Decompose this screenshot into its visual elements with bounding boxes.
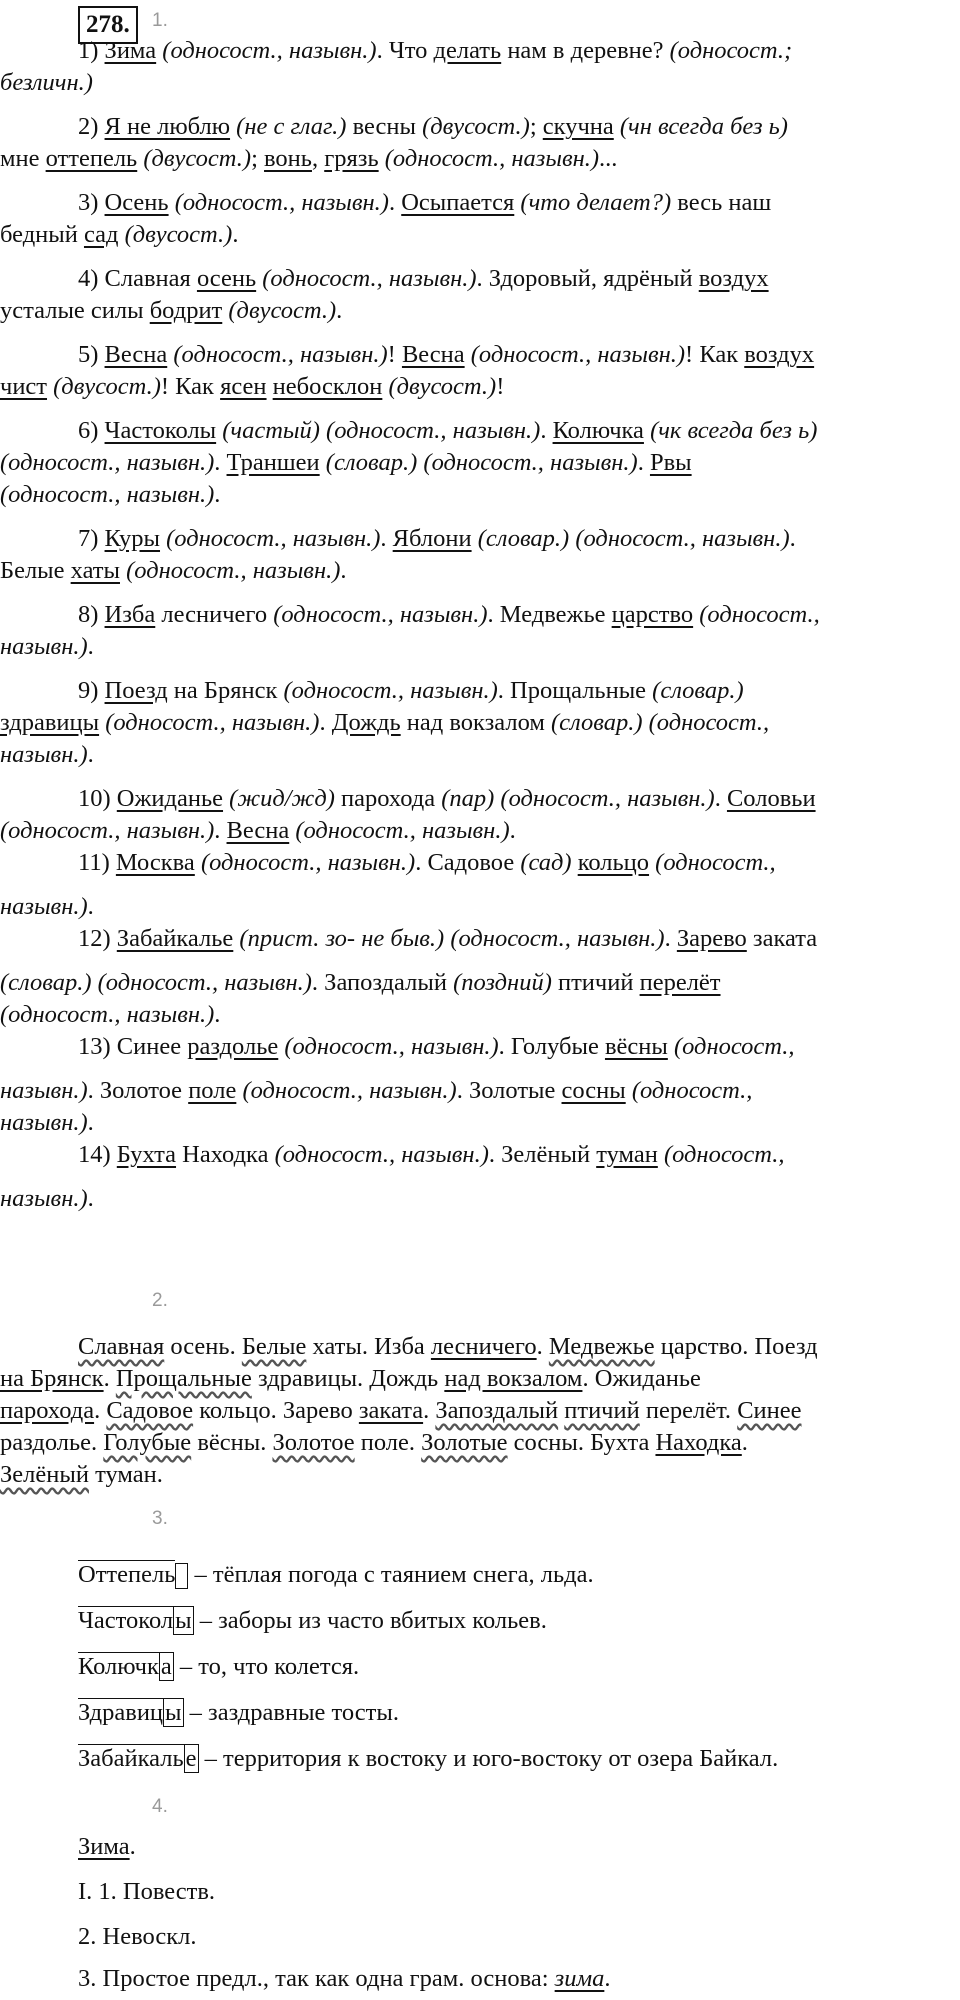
grammar-note: (односост., назывн.): [126, 557, 341, 584]
text-fragment: Белые: [0, 557, 71, 584]
text-fragment: . Садовое: [415, 849, 521, 876]
underlined-word: Частоколы: [104, 417, 217, 444]
sentence-line: [0, 598, 960, 632]
grammar-note: (односост., назывн.): [162, 37, 377, 64]
grammar-note: (словар.) (односост., назывн.): [477, 525, 790, 552]
underlined-word: хаты: [70, 557, 120, 584]
sentence-line: [0, 782, 960, 816]
word-ending: е: [185, 1745, 197, 1772]
grammar-note: (частый) (односост., назывн.): [222, 417, 541, 444]
underlined-word: Москва: [115, 849, 195, 876]
text-fragment: .: [319, 709, 332, 736]
sentence-line: [0, 370, 960, 404]
text-fragment: осень.: [164, 1333, 242, 1360]
text-fragment: .: [789, 525, 796, 552]
underlined-word: сосны: [561, 1077, 626, 1104]
text-fragment: . Ожиданье: [582, 1365, 701, 1392]
text-fragment: .: [637, 449, 650, 476]
sentence-line: [0, 738, 960, 772]
phrase-line: [0, 1458, 960, 1492]
text-fragment: 9): [78, 677, 105, 704]
grammar-note: назывн.): [0, 893, 88, 920]
section-4-label: 4.: [152, 1796, 168, 1817]
underlined-word: Яблони: [392, 525, 472, 552]
definition-text: – заздравные тосты.: [183, 1699, 399, 1726]
definition-row: [78, 1696, 399, 1730]
underlined-word: ясен: [220, 373, 267, 400]
grammar-note: назывн.): [0, 1109, 88, 1136]
word-stem: Здравиц: [78, 1699, 164, 1726]
wavy-underlined-word: Садовое: [106, 1397, 194, 1424]
grammar-note: (двусост.): [124, 221, 233, 248]
text-fragment: на Брянск: [167, 677, 284, 704]
underlined-word: здравицы: [0, 709, 100, 736]
grammar-note: (односост., назывн.): [242, 1077, 457, 1104]
definition-text: – тёплая погода с таянием снега, льда.: [188, 1561, 594, 1588]
underlined-word: раздолье: [187, 1033, 279, 1060]
text-fragment: . Зелёный: [488, 1141, 597, 1168]
text-fragment: весь наш: [671, 189, 772, 216]
text-fragment: .: [340, 557, 347, 584]
text-fragment: 4) Славная: [78, 265, 197, 292]
definition-row: [78, 1604, 547, 1638]
underlined-word: Колючка: [552, 417, 644, 444]
word-stem: Колючк: [78, 1653, 159, 1680]
sentence-line: [0, 446, 960, 480]
grammar-note: (двусост.): [388, 373, 497, 400]
grammar-note: (сад): [520, 849, 572, 876]
text-fragment: .: [87, 741, 94, 768]
definition-row: [78, 1742, 778, 1776]
text-fragment: 1): [78, 37, 105, 64]
underlined-word: небосклон: [272, 373, 383, 400]
sentence-line: [0, 814, 960, 848]
text-fragment: .: [536, 1333, 549, 1360]
grammar-note: (односост., назывн.): [274, 1141, 489, 1168]
text-fragment: 2): [78, 113, 105, 140]
grammar-note: назывн.): [0, 633, 88, 660]
word-stem: Забайкаль: [78, 1745, 184, 1772]
grammar-note: (что делает?): [520, 189, 672, 216]
sentence-line: [0, 966, 960, 1000]
underlined-word: Находка: [655, 1429, 742, 1456]
text-fragment: 11): [78, 849, 116, 876]
grammar-note: (односост., назывн.): [284, 1033, 499, 1060]
analysis-word-suffix: .: [129, 1833, 136, 1860]
grammar-note: (односост.,: [655, 849, 776, 876]
grammar-note: (словар.) (односост., назывн.): [325, 449, 638, 476]
underlined-word: Ожиданье: [116, 785, 224, 812]
underlined-word: Куры: [104, 525, 161, 552]
text-fragment: . Медвежье: [487, 601, 612, 628]
underlined-word: на Брянск: [0, 1365, 104, 1392]
grammar-note: (двусост.): [228, 297, 337, 324]
sentence-line: [0, 262, 960, 296]
definition-text: – территория к востоку и юго-востоку от озера Байкал.: [198, 1745, 779, 1772]
sentence-line: [0, 998, 960, 1032]
underlined-word: лесничего: [430, 1333, 537, 1360]
grammar-note: (односост., назывн.): [0, 481, 215, 508]
section-2-label: 2.: [152, 1290, 168, 1311]
underlined-word: бодрит: [149, 297, 223, 324]
text-fragment: вёсны.: [191, 1429, 273, 1456]
grammar-note: (односост., назывн.): [174, 189, 389, 216]
text-fragment: мне: [0, 145, 46, 172]
grammar-note: (словар.) (односост.,: [551, 709, 770, 736]
text-fragment: перелёт.: [639, 1397, 738, 1424]
text-fragment: Находка: [176, 1141, 275, 1168]
text-fragment: весны: [346, 113, 423, 140]
underlined-word: Зима: [104, 37, 157, 64]
grammar-note: (односост., назывн.): [200, 849, 416, 876]
text-fragment: .: [540, 417, 553, 444]
grammar-note: назывн.): [0, 1185, 88, 1212]
text-fragment: 6): [78, 417, 105, 444]
text-fragment: 5): [78, 341, 105, 368]
analysis-line-3: [0, 1962, 960, 1996]
text-fragment: 13) Синее: [78, 1033, 188, 1060]
analysis-word: Зима: [78, 1833, 130, 1860]
sentence-line: [0, 846, 960, 880]
sentence-line: [0, 34, 960, 68]
wavy-underlined-word: Белые: [241, 1333, 307, 1360]
definition-text: – то, что колется.: [173, 1653, 360, 1680]
wavy-underlined-word: Славная: [78, 1333, 165, 1360]
text-fragment: поле.: [354, 1429, 422, 1456]
text-fragment: нам в деревне?: [501, 37, 670, 64]
text-fragment: !: [387, 341, 402, 368]
text-fragment: 3): [78, 189, 105, 216]
sentence-line: [0, 414, 960, 448]
underlined-word: сад: [83, 221, 119, 248]
sentence-line: [0, 706, 960, 740]
sentence-line: [0, 478, 960, 512]
underlined-word: скучна: [542, 113, 614, 140]
grammar-note: безличн.): [0, 69, 93, 96]
underlined-word: перелёт: [639, 969, 721, 996]
sentence-line: [0, 142, 960, 176]
text-fragment: . Голубые: [498, 1033, 605, 1060]
grammar-note: (односост., назывн.): [0, 817, 215, 844]
text-fragment: .: [388, 189, 402, 216]
sentence-line: [0, 674, 960, 708]
text-fragment: .: [87, 1185, 94, 1212]
text-fragment: .: [94, 1397, 107, 1424]
sentence-line: [0, 110, 960, 144]
grammar-note: (односост., назывн.): [0, 1001, 215, 1028]
text-fragment: раздолье.: [0, 1429, 104, 1456]
wavy-underlined-word: Прощальные: [115, 1365, 252, 1392]
sentence-line: [0, 630, 960, 664]
analysis-line-2: 2. Невоскл.: [78, 1923, 197, 1950]
underlined-word: царство: [611, 601, 694, 628]
analysis-line-3-word: зима: [554, 1965, 605, 1992]
underlined-word: Весна: [226, 817, 290, 844]
sentence-line: [0, 1030, 960, 1064]
text-fragment: .: [87, 893, 94, 920]
grammar-note: (двусост.): [53, 373, 161, 400]
wavy-underlined-word: Медвежье: [548, 1333, 655, 1360]
grammar-note: (односост., назывн.): [470, 341, 686, 368]
text-fragment: . Здоровый, ядрёный: [476, 265, 699, 292]
grammar-note: (односост.,: [699, 601, 820, 628]
definition-row: [78, 1558, 594, 1592]
wavy-underlined-word: птичий: [564, 1397, 640, 1424]
grammar-note: (словар.) (односост., назывн.): [0, 969, 312, 996]
wavy-underlined-word: Золотое: [272, 1429, 355, 1456]
wavy-underlined-word: Зелёный: [0, 1461, 89, 1488]
text-fragment: .: [232, 221, 239, 248]
sentence-line: [0, 338, 960, 372]
text-fragment: ;: [251, 145, 265, 172]
sentence-line: [0, 1182, 960, 1216]
underlined-word: Соловьи: [726, 785, 816, 812]
sentence-line: [0, 890, 960, 924]
text-fragment: . Что: [376, 37, 434, 64]
text-fragment: сосны. Бухта: [507, 1429, 656, 1456]
grammar-note: (односост.;: [669, 37, 793, 64]
text-fragment: хаты. Изба: [306, 1333, 431, 1360]
text-fragment: лесничего: [155, 601, 274, 628]
underlined-word: кольцо: [577, 849, 650, 876]
grammar-note: (односост., назывн.): [173, 341, 388, 368]
text-fragment: 7): [78, 525, 105, 552]
underlined-word: грязь: [324, 145, 379, 172]
text-fragment: .: [423, 1397, 436, 1424]
analysis-line-1: I. 1. Повеств.: [78, 1878, 216, 1905]
text-fragment: усталые силы: [0, 297, 150, 324]
text-fragment: туман.: [88, 1461, 163, 1488]
analysis-word-line: [0, 1830, 960, 1864]
analysis-line-3-text: 3. Простое предл., так как одна грам. основа:: [78, 1965, 555, 1992]
sentence-line: [0, 1074, 960, 1108]
text-fragment: ;: [529, 113, 543, 140]
text-fragment: ...: [599, 145, 618, 172]
phrase-line: [0, 1362, 960, 1396]
underlined-word: воздух: [698, 265, 769, 292]
text-fragment: .: [380, 525, 393, 552]
sentence-line: [0, 1106, 960, 1140]
underlined-word: делать: [433, 37, 502, 64]
grammar-note: (чн всегда без ь): [619, 113, 788, 140]
sentence-line: [0, 1138, 960, 1172]
grammar-note: (прист. зо- не быв.) (односост., назывн.): [239, 925, 665, 952]
text-fragment: 14): [78, 1141, 117, 1168]
grammar-note: (односост.,: [673, 1033, 795, 1060]
task-number: 278.: [78, 6, 138, 44]
section-3-label: 3.: [152, 1508, 168, 1529]
word-stem: Частокол: [78, 1607, 174, 1634]
sentence-line: [0, 294, 960, 328]
text-fragment: .: [714, 785, 727, 812]
underlined-word: Траншеи: [226, 449, 320, 476]
sentence-line: [0, 186, 960, 220]
section-1-label: 1.: [152, 10, 168, 31]
grammar-note: (двусост.): [143, 145, 252, 172]
underlined-word: Осыпается: [401, 189, 515, 216]
definition-row: [78, 1650, 359, 1684]
grammar-note: (односост., назывн.): [384, 145, 600, 172]
definition-text: – заборы из часто вбитых кольев.: [193, 1607, 547, 1634]
underlined-word: вёсны: [604, 1033, 668, 1060]
text-fragment: ,: [311, 145, 325, 172]
grammar-note: (чк всегда без ь): [650, 417, 818, 444]
text-fragment: .: [87, 633, 94, 660]
grammar-note: (словар.): [652, 677, 744, 704]
grammar-note: (односост.,: [663, 1141, 785, 1168]
text-fragment: ! Как: [685, 341, 745, 368]
text-fragment: !: [496, 373, 505, 400]
sentence-line: [0, 522, 960, 556]
grammar-note: (односост., назывн.): [0, 449, 215, 476]
underlined-word: чист: [0, 373, 48, 400]
text-fragment: 12): [78, 925, 117, 952]
underlined-word: Дождь: [331, 709, 401, 736]
text-fragment: 8): [78, 601, 105, 628]
text-fragment: .: [664, 925, 677, 952]
text-fragment: заката: [746, 925, 818, 952]
underlined-word: Бухта: [116, 1141, 177, 1168]
underlined-word: воздух: [744, 341, 815, 368]
phrase-line: [0, 1330, 960, 1364]
underlined-word: заката: [358, 1397, 424, 1424]
analysis-line-3-suffix: .: [604, 1965, 611, 1992]
text-fragment: ! Как: [160, 373, 221, 400]
underlined-word: Поезд: [104, 677, 168, 704]
underlined-word: парохода: [0, 1397, 95, 1424]
underlined-word: Весна: [104, 341, 168, 368]
phrase-line: [0, 1426, 960, 1460]
text-fragment: .: [214, 1001, 221, 1028]
underlined-word: туман: [596, 1141, 658, 1168]
underlined-word: вонь: [264, 145, 312, 172]
grammar-note: (односост., назывн.): [273, 601, 488, 628]
word-ending: а: [160, 1653, 172, 1680]
grammar-note: (односост., назывн.): [283, 677, 498, 704]
underlined-word: осень: [196, 265, 257, 292]
text-fragment: царство. Поезд: [654, 1333, 818, 1360]
underlined-word: Я не люблю: [104, 113, 231, 140]
grammar-note: назывн.): [0, 1077, 88, 1104]
text-fragment: . Золотые: [456, 1077, 562, 1104]
wavy-underlined-word: Золотые: [421, 1429, 508, 1456]
underlined-word: Изба: [104, 601, 156, 628]
text-fragment: .: [87, 1109, 94, 1136]
text-fragment: .: [509, 817, 516, 844]
text-fragment: кольцо. Зарево: [193, 1397, 359, 1424]
grammar-note: (пар) (односост., назывн.): [441, 785, 715, 812]
underlined-word: Забайкалье: [116, 925, 234, 952]
text-fragment: . Прощальные: [497, 677, 653, 704]
grammar-note: (односост.,: [631, 1077, 753, 1104]
underlined-word: над вокзалом: [444, 1365, 583, 1392]
grammar-note: (жид/жд): [229, 785, 335, 812]
text-fragment: бедный: [0, 221, 84, 248]
grammar-note: (односост., назывн.): [262, 265, 477, 292]
text-fragment: . Запоздалый: [311, 969, 454, 996]
underlined-word: Зарево: [676, 925, 747, 952]
word-ending: [175, 1563, 188, 1589]
text-fragment: .: [214, 817, 227, 844]
grammar-note: (односост., назывн.): [295, 817, 510, 844]
text-fragment: 10): [78, 785, 117, 812]
text-fragment: .: [214, 481, 221, 508]
text-fragment: птичий: [551, 969, 640, 996]
word-ending: ы: [165, 1699, 182, 1726]
underlined-word: оттепель: [45, 145, 138, 172]
wavy-underlined-word: Запоздалый: [435, 1397, 559, 1424]
wavy-underlined-word: Голубые: [103, 1429, 192, 1456]
text-fragment: .: [103, 1365, 116, 1392]
sentence-line: [0, 922, 960, 956]
sentence-line: [0, 554, 960, 588]
underlined-word: Осень: [104, 189, 169, 216]
text-fragment: .: [741, 1429, 748, 1456]
text-fragment: парохода: [334, 785, 442, 812]
grammar-note: (односост., назывн.): [166, 525, 381, 552]
phrase-line: [0, 1394, 960, 1428]
text-fragment: над вокзалом: [400, 709, 551, 736]
text-fragment: здравицы. Дождь: [251, 1365, 445, 1392]
word-ending: ы: [175, 1607, 192, 1634]
wavy-underlined-word: Синее: [737, 1397, 802, 1424]
sentence-line: [0, 66, 960, 100]
underlined-word: Рвы: [649, 449, 692, 476]
grammar-note: назывн.): [0, 741, 88, 768]
text-fragment: . Золотое: [87, 1077, 189, 1104]
underlined-word: Весна: [401, 341, 465, 368]
grammar-note: (не с глаг.): [236, 113, 347, 140]
sentence-line: [0, 218, 960, 252]
grammar-note: (односост., назывн.): [105, 709, 320, 736]
grammar-note: (двусост.): [422, 113, 530, 140]
grammar-note: (поздний): [453, 969, 552, 996]
word-stem: Оттепель: [78, 1561, 176, 1588]
text-fragment: .: [214, 449, 227, 476]
underlined-word: поле: [188, 1077, 237, 1104]
text-fragment: .: [336, 297, 343, 324]
